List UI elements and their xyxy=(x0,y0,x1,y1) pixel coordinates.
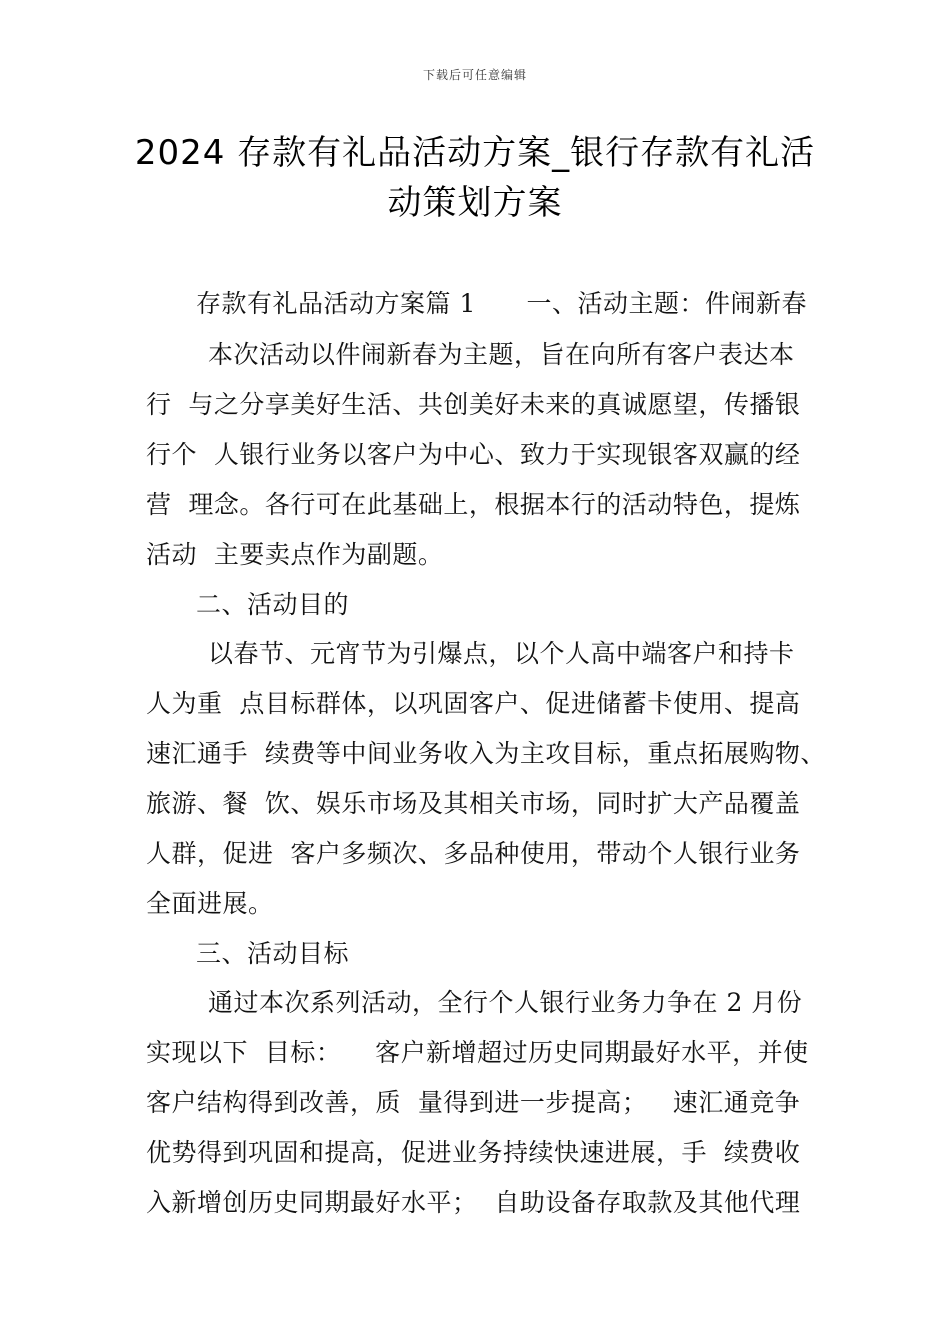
body-line: 优势得到巩固和提高，促进业务持续快速进展，手 续费收 xyxy=(146,1138,801,1167)
document-title xyxy=(120,128,830,228)
body-line: 通过本次系列活动，全行个人银行业务力争在 2 月份 xyxy=(208,988,803,1017)
body-line: 实现以下 目标： 客户新增超过历史同期最好水平，并使 xyxy=(146,1038,809,1067)
body-line: 速汇通手 续费等中间业务收入为主攻目标，重点拓展购物、 xyxy=(146,739,826,768)
title-line-1: 2024 存款有礼品活动方案_银行存款有礼活 xyxy=(134,133,816,173)
body-line: 以春节、元宵节为引爆点，以个人高中端客户和持卡 xyxy=(208,639,795,668)
body-line: 人群，促进 客户多频次、多品种使用，带动个人银行业务 xyxy=(146,839,801,868)
body-line: 入新增创历史同期最好水平； 自助设备存取款及其他代理 xyxy=(146,1188,801,1217)
body-line: 活动 主要卖点作为副题。 xyxy=(146,540,444,569)
title-line-2: 动策划方案 xyxy=(387,183,563,223)
body-line: 营 理念。各行可在此基础上，根据本行的活动特色，提炼 xyxy=(146,490,801,519)
body-line: 行 与之分享美好生活、共创美好未来的真诚愿望，传播银 xyxy=(146,390,801,419)
page-header: 下载后可任意编辑 xyxy=(422,68,527,82)
body-line: 客户结构得到改善，质 量得到进一步提高； 速汇通竞争 xyxy=(146,1088,801,1117)
body-line: 旅游、餐 饮、娱乐市场及其相关市场，同时扩大产品覆盖 xyxy=(146,789,801,818)
body-line: 存款有礼品活动方案篇 1 一、活动主题：件闹新春 xyxy=(196,289,808,318)
body-line: 行个 人银行业务以客户为中心、致力于实现银客双赢的经 xyxy=(146,440,801,469)
body-line: 人为重 点目标群体，以巩固客户、促进储蓄卡使用、提高 xyxy=(146,689,801,718)
body-line: 本次活动以件闹新春为主题，旨在向所有客户表达本 xyxy=(208,340,795,369)
section-heading: 二、活动目的 xyxy=(196,590,350,619)
section-heading: 三、活动目标 xyxy=(196,939,350,968)
body-line: 全面进展。 xyxy=(146,889,274,918)
